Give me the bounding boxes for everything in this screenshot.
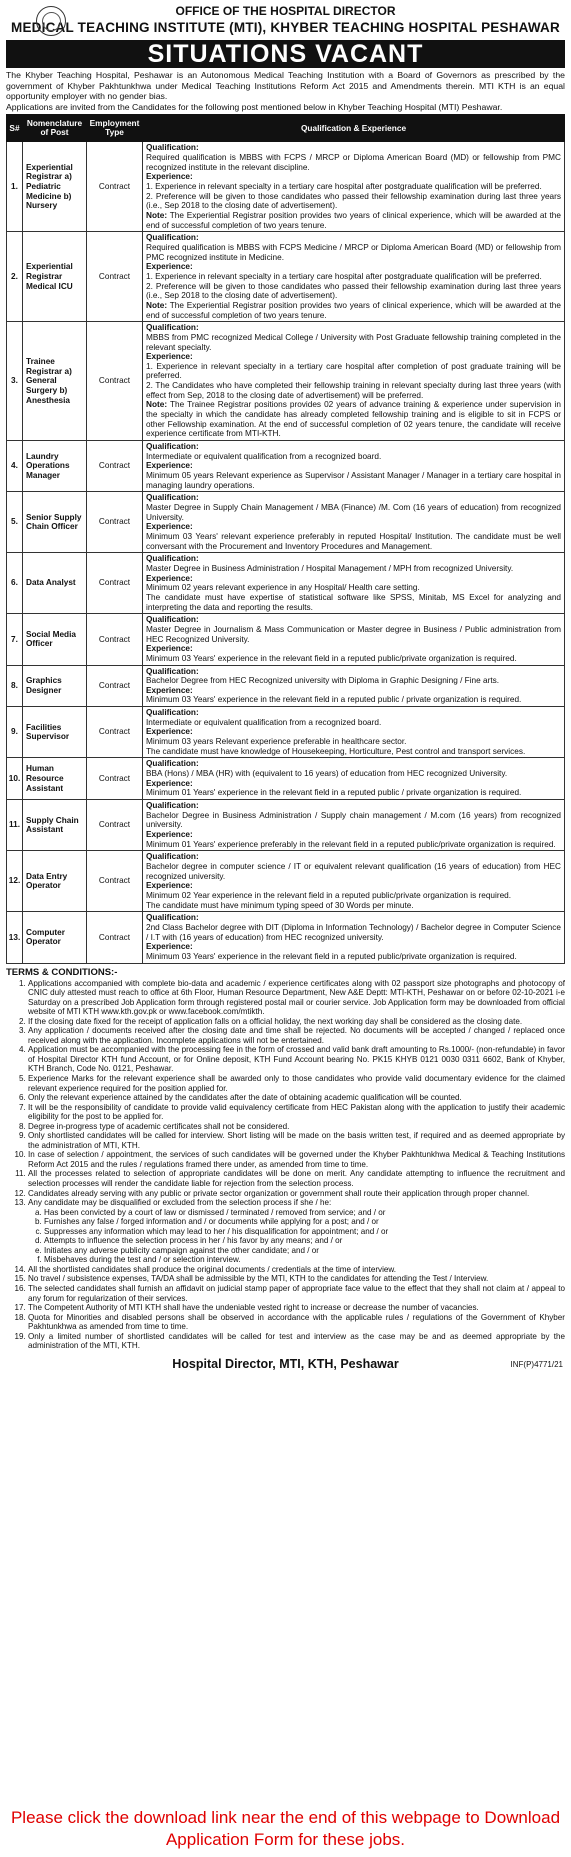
row-qualification (143, 492, 565, 553)
row-employment-type: Contract (87, 232, 143, 322)
qualification-line (146, 362, 561, 381)
disqualify-list (28, 1208, 565, 1265)
terms-item-text: Applications accompanied with complete bio-data and academic / experience certificates along with 02 passport size photographs and photocopy of CNIC duly attested must reach to office at 6th Floor, Human Resource Department, New A&E Deptt: MTI-KTH, Peshawar on or before 02-10-2021 i-e Saturday on a prescribed Job Application form through registered postal mail or courier service. Job Application form may be downloaded from official website of MTI KTH www.kth.gov.pk or www.facebook.com/mtikth. (28, 978, 565, 1017)
qualification-text: The candidate must have knowledge of Housekeeping, Horticulture, Pest control and transport services. (146, 746, 526, 756)
qualification-line (146, 442, 561, 452)
row-employment-type: Contract (87, 142, 143, 232)
qualification-line (146, 727, 561, 737)
qualification-text: The Trainee Registrar positions provides 02 years of advance training & experience under supervision in the specialty in which the candidate has already completed fellowship training and is eligible to sit in FCPS or other Fellowship examination. At the end of successful completion of 02 years tenure, the candidate will receive experience certificate from MTI-KTH. (146, 400, 561, 439)
table-row (7, 142, 565, 232)
qualification-line (146, 400, 561, 439)
qualification-label: Qualification: (146, 233, 199, 243)
table-row (7, 492, 565, 553)
qualification-text: Intermediate or equivalent qualification from a recognized board. (146, 717, 382, 727)
table-row (7, 707, 565, 758)
qualification-line (146, 788, 561, 798)
terms-item (28, 1122, 565, 1132)
qualification-text: Master Degree in Supply Chain Management / MBA (Finance) /M. Com (16 years of education) from recognized University. (146, 503, 561, 522)
qualification-text: Master Degree in Business Administration / Hospital Management / MPH from recognized University. (146, 563, 514, 573)
row-qualification (143, 614, 565, 665)
terms-item-text: Application must be accompanied with the processing fee in the form of crossed and valid bank draft amounting to Rs.1000/- (non-refundable) in favor of Hospital Director KTH fund Account, or for Online deposit, KTH Fund Account bearing No. PK15 KHYB 0121 0030 0311 6602, Bank of Khyber, KTH Branch, Code No. 0121, Peshawar. (28, 1045, 565, 1074)
intro-text-1: The Khyber Teaching Hospital, Peshawar is an Autonomous Medical Teaching Institution with a Board of Governors as prescribed by the government of Khyber Pakhtunkhwa under Medical Teaching Institutions Reform Act 2015 and Amendments therein. MTI KTH is an equal opportunity employer with no gender bias. (6, 70, 565, 102)
intro-text-2: Applications are invited from the Candidates for the following post mentioned below in Khyber Teaching Hospital (MTI) Peshawar. (6, 101, 503, 112)
qualification-text: Master Degree in Journalism & Mass Communication or Master degree in Business / Public administration from HEC Recognized University. (146, 624, 561, 644)
row-employment-type: Contract (87, 758, 143, 800)
disqualify-item: d. Attempts to influence the selection process in her / his favor by any means; and / or (44, 1236, 565, 1246)
qualification-line (146, 923, 561, 942)
qualification-line (146, 644, 561, 654)
row-employment-type: Contract (87, 322, 143, 441)
qualification-label: Experience: (146, 942, 193, 952)
qualification-text: The candidate must have expertise of statistical software like SPSS, Minitab, MS Excel for analyzing and interpreting the data and reporting the results. (146, 592, 561, 612)
row-post-name: Social Media Officer (23, 614, 87, 665)
qualification-line (146, 493, 561, 503)
qualification-line (146, 779, 561, 789)
footer (6, 1355, 565, 1373)
row-employment-type: Contract (87, 553, 143, 614)
disqualify-item: a. Has been convicted by a court of law or dismissed / terminated / removed from service; and / or (44, 1208, 565, 1218)
qualification-label: Experience: (146, 644, 193, 654)
table-row (7, 614, 565, 665)
terms-item (28, 1131, 565, 1150)
qualification-text: 1. Experience in relevant specialty in a tertiary care hospital after postgraduate qualification will be preferred. (146, 271, 542, 281)
row-qualification (143, 441, 565, 492)
terms-item (28, 1274, 565, 1284)
terms-item-text: Any application / documents received after the closing date and time shall be rejected. No documents will be accepted / changed / replaced once received along with the application. Incomplete applications will not be entertained. (28, 1026, 565, 1045)
table-row (7, 441, 565, 492)
qualification-label: Experience: (146, 830, 193, 839)
row-serial: 9. (7, 707, 23, 758)
disqualify-item: e. Initiates any adverse publicity campaign against the other candidate; and / or (44, 1246, 565, 1256)
row-post-name: Laundry Operations Manager (23, 441, 87, 492)
qualification-label: Experience: (146, 685, 193, 695)
qualification-label: Experience: (146, 778, 193, 788)
qualification-text: Required qualification is MBBS with FCPS Medicine / MRCP or Diploma American Board (MD) or fellowship from PMC recognized institute in Medicine. (146, 242, 561, 262)
terms-item-text: Quota for Minorities and disabled persons shall be observed in accordance with the applicable rules / regulations of the Government of Khyber Pakhtunkhwa as amended from time to time. (28, 1312, 565, 1332)
qualification-line (146, 862, 561, 881)
vacancies-table (6, 114, 565, 963)
qualification-line (146, 830, 561, 840)
row-qualification (143, 322, 565, 441)
qualification-text: Minimum 05 years Relevant experience as Supervisor / Assistant Manager / Manager in a tertiary care hospital in managing laundry operations. (146, 471, 561, 490)
qualification-text: Minimum 03 years Relevant experience preferable in healthcare sector. (146, 737, 407, 747)
qualification-label: Experience: (146, 262, 193, 272)
terms-item-text: If the closing date fixed for the receipt of application falls on a official holiday, the next working day shall be considered as the closing date. (28, 1016, 523, 1026)
institute-title: MEDICAL TEACHING INSTITUTE (MTI), KHYBER TEACHING HOSPITAL PESHAWAR (11, 20, 560, 35)
row-qualification (143, 707, 565, 758)
table-row (7, 851, 565, 912)
row-qualification (143, 142, 565, 232)
row-qualification (143, 851, 565, 912)
qualification-label: Experience: (146, 461, 193, 471)
row-qualification (143, 758, 565, 800)
terms-item (28, 1169, 565, 1188)
table-row (7, 322, 565, 441)
row-post-name: Facilities Supervisor (23, 707, 87, 758)
qualification-line (146, 852, 561, 862)
terms-item-text: The selected candidates shall furnish an affidavit on judicial stamp paper of appropriate face value to the effect that they shall not claim at / appeal to any forum for regularization of their services. (28, 1284, 565, 1303)
qualification-label: Experience: (146, 881, 193, 891)
terms-item (28, 1150, 565, 1169)
qualification-label: Experience: (146, 172, 193, 182)
qualification-line (146, 952, 561, 962)
terms-item (28, 1303, 565, 1313)
qualification-line (146, 471, 561, 490)
terms-item (28, 1017, 565, 1027)
terms-item-text: All the processes related to selection of appropriate candidates will be done on merit. Any candidate attempting to influence the recruitment and selection processes will render the candidate liable for rejection from the selection process. (28, 1169, 565, 1189)
qualification-label: Note: (146, 400, 168, 410)
row-serial: 1. (7, 142, 23, 232)
qualification-label: Qualification: (146, 323, 199, 333)
qualification-text: MBBS from PMC recognized Medical College / University with Post Graduate fellowship training completed in the relevant specialty. (146, 332, 561, 352)
qualification-text: 2nd Class Bachelor degree with DIT (Diploma in Information Technology) / Bachelor degree in Computer Science / I.T with (16 years of education) from HEC recognized university. (146, 922, 561, 942)
qualification-text: BBA (Hons) / MBA (HR) with (equivalent to 16 years) of education from HEC recognized University. (146, 769, 508, 779)
row-qualification (143, 553, 565, 614)
qualification-line (146, 708, 561, 718)
qualification-line (146, 737, 561, 747)
row-serial: 12. (7, 851, 23, 912)
terms-item-text: It will be the responsibility of candidate to provide valid equivalency certificate from HEC Pakistan along with the application to justify their academic eligibility for the post to be applied for. (28, 1102, 565, 1122)
qualification-label: Qualification: (146, 759, 199, 769)
terms-title: TERMS & CONDITIONS:- (6, 966, 118, 978)
qualification-text: Minimum 03 Years' experience in the relevant field in a reputed public/private organization is required. (146, 951, 517, 961)
qualification-text: Minimum 01 Years' experience in the relevant field in a reputed public / private organization is required. (146, 788, 522, 798)
qualification-line (146, 554, 561, 564)
qualification-label: Qualification: (146, 913, 199, 923)
qualification-label: Experience: (146, 573, 193, 583)
qualification-text: 2. Preference will be given to those candidates who passed their fellowship examination during last three years (i.e., Sep 2018 to the closing date of advertisement). (146, 191, 561, 211)
qualification-line (146, 461, 561, 471)
qualification-label: Qualification: (146, 493, 199, 503)
terms-item-text: Any candidate may be disqualified or excluded from the selection process if she / he: (28, 1198, 332, 1208)
qualification-line (146, 942, 561, 952)
row-post-name: Data Analyst (23, 553, 87, 614)
qualification-label: Qualification: (146, 852, 199, 862)
disqualify-item: c. Suppresses any information which may lead to her / his disqualification for appointment; and / or (44, 1227, 565, 1237)
terms-item (28, 1198, 565, 1265)
terms-item-text: All the shortlisted candidates shall produce the original documents / credentials at the time of interview. (28, 1264, 397, 1274)
row-post-name: Senior Supply Chain Officer (23, 492, 87, 553)
row-post-name: Graphics Designer (23, 665, 87, 707)
row-serial: 4. (7, 441, 23, 492)
row-post-name: Experiential Registrar a) Pediatric Medicine b) Nursery (23, 142, 87, 232)
qualification-label: Qualification: (146, 143, 199, 153)
terms-item-text: Candidates already serving with any public or private sector organization or government shall route their application through proper channel. (28, 1188, 530, 1198)
qualification-line (146, 593, 561, 612)
qualification-label: Qualification: (146, 554, 199, 564)
reference-number: INF(P)4771/21 (510, 1359, 563, 1369)
download-notice-text: Please click the download link near the end of this webpage to Download Application Form for these jobs. (10, 1808, 561, 1849)
terms-item (28, 1103, 565, 1122)
signature: Hospital Director, MTI, KTH, Peshawar (172, 1356, 399, 1371)
qualification-label: Note: (146, 300, 168, 310)
terms-item (28, 1074, 565, 1093)
qualification-line (146, 801, 561, 811)
terms-item (28, 1265, 565, 1275)
qualification-line (146, 881, 561, 891)
situations-vacant-banner: SITUATIONS VACANT (6, 40, 565, 68)
qualification-text: Bachelor Degree from HEC Recognized university with Diploma in Graphic Designing / Fine arts. (146, 676, 500, 686)
terms-item (28, 1045, 565, 1074)
qualification-text: 2. The Candidates who have completed their fellowship training in relevant specialty during last three years (with effect from Sep, 2018 to the closing date of advertisement) will be preferred. (146, 381, 561, 400)
qualification-text: Minimum 02 years relevant experience in any Hospital/ Health care setting. (146, 583, 420, 593)
qualification-text: Minimum 03 Years' experience in the relevant field in a reputed public/private organization is required. (146, 653, 517, 663)
table-row (7, 665, 565, 707)
qualification-label: Qualification: (146, 801, 199, 811)
header (6, 4, 565, 40)
qualification-line (146, 718, 561, 728)
terms-item (28, 1189, 565, 1199)
qualification-line (146, 891, 561, 901)
terms-item-text: Experience Marks for the relevant experience shall be awarded only to those candidates who provide valid documentary evidence for the claimed relevant experience required for the position applied for. (28, 1074, 565, 1093)
terms-item-text: The Competent Authority of MTI KTH shall have the undeniable vested right to increase or decrease the number of vacancies. (28, 1303, 479, 1313)
qualification-line (146, 583, 561, 593)
row-post-name: Data Entry Operator (23, 851, 87, 912)
qualification-line (146, 654, 561, 664)
row-employment-type: Contract (87, 492, 143, 553)
terms-list (6, 979, 565, 1351)
qualification-line (146, 333, 561, 352)
row-serial: 10. (7, 758, 23, 800)
qualification-line (146, 811, 561, 830)
qualification-line (146, 840, 561, 850)
row-serial: 7. (7, 614, 23, 665)
qualification-label: Experience: (146, 727, 193, 737)
terms-item-text: In case of selection / appointment, the services of such candidates will be governed under the Khyber Pakhtunkhwa Medical & Teaching Institutions Reform Act 2015 and the rules / regulations framed there under, as amended from time to time. (28, 1150, 565, 1169)
qualification-line (146, 172, 561, 182)
row-qualification (143, 800, 565, 851)
download-notice (0, 1800, 571, 1857)
header-sn: S# (7, 115, 23, 142)
row-qualification (143, 232, 565, 322)
qualification-text: Minimum 03 Years' relevant experience preferably in reputed Hospital/ Institution. The candidate must be well conversant with the Procurement and Inventory Procedures and Management. (146, 531, 561, 551)
qualification-label: Note: (146, 210, 168, 220)
table-row (7, 232, 565, 322)
qualification-line (146, 233, 561, 243)
qualification-line (146, 211, 561, 230)
qualification-line (146, 262, 561, 272)
row-serial: 6. (7, 553, 23, 614)
qualification-line (146, 686, 561, 696)
table-header-row (7, 115, 565, 142)
qualification-line (146, 182, 561, 192)
qualification-line (146, 323, 561, 333)
row-qualification (143, 912, 565, 963)
qualification-label: Qualification: (146, 442, 199, 452)
qualification-line (146, 192, 561, 211)
row-qualification (143, 665, 565, 707)
qualification-line (146, 143, 561, 153)
office-title: OFFICE OF THE HOSPITAL DIRECTOR (175, 4, 396, 18)
table-row (7, 912, 565, 963)
qualification-line (146, 564, 561, 574)
terms-item-text: Only shortlisted candidates will be called for interview. Short listing will be made on the basis written test, if required and as deemed appropriate by the administration of MTI, KTH. (28, 1131, 565, 1150)
qualification-line (146, 667, 561, 677)
qualification-line (146, 282, 561, 301)
row-post-name: Trainee Registrar a) General Surgery b) Anesthesia (23, 322, 87, 441)
intro-paragraph (6, 70, 565, 112)
terms-item (28, 1332, 565, 1351)
qualification-line (146, 901, 561, 911)
row-post-name: Experiential Registrar Medical ICU (23, 232, 87, 322)
qualification-line (146, 747, 561, 757)
table-row (7, 758, 565, 800)
qualification-text: Minimum 02 Year experience in the relevant field in a reputed public/private organization is required. (146, 890, 512, 900)
row-employment-type: Contract (87, 800, 143, 851)
qualification-line (146, 625, 561, 644)
qualification-text: 1. Experience in relevant specialty in a tertiary care hospital after postgraduate qualification will be preferred. (146, 182, 542, 191)
qualification-line (146, 574, 561, 584)
qualification-label: Experience: (146, 352, 193, 362)
table-row (7, 553, 565, 614)
terms-item (28, 979, 565, 1017)
table-row (7, 800, 565, 851)
qualification-text: Minimum 01 Years' experience preferably in the relevant field in a reputed public/private organization is required. (146, 839, 556, 849)
disqualify-item: f. Misbehaves during the test and / or selection interview. (44, 1255, 565, 1265)
row-employment-type: Contract (87, 707, 143, 758)
qualification-line (146, 153, 561, 172)
row-post-name: Human Resource Assistant (23, 758, 87, 800)
qualification-label: Qualification: (146, 615, 199, 625)
row-serial: 13. (7, 912, 23, 963)
qualification-line (146, 452, 561, 462)
qualification-text: The candidate must have minimum typing speed of 30 Words per minute. (146, 900, 414, 910)
qualification-line (146, 272, 561, 282)
qualification-label: Qualification: (146, 708, 199, 718)
row-serial: 8. (7, 665, 23, 707)
qualification-line (146, 243, 561, 262)
qualification-line (146, 522, 561, 532)
qualification-line (146, 532, 561, 551)
qualification-text: Minimum 03 Years' experience in the relevant field in a reputed public / private organization is required. (146, 695, 522, 705)
row-serial: 3. (7, 322, 23, 441)
qualification-line (146, 301, 561, 320)
row-employment-type: Contract (87, 441, 143, 492)
terms-item (28, 1093, 565, 1103)
qualification-label: Qualification: (146, 666, 199, 676)
terms-item-text: Only a limited number of shortlisted candidates will be called for test and interview as the case may be and as deemed appropriate by the administration of the MTI, KTH. (28, 1331, 565, 1351)
qualification-line (146, 759, 561, 769)
row-post-name: Supply Chain Assistant (23, 800, 87, 851)
row-serial: 5. (7, 492, 23, 553)
header-qualification: Qualification & Experience (143, 115, 565, 142)
terms-item-text: Only the relevant experience attained by the candidates after the date of obtaining academic qualification will be counted. (28, 1093, 462, 1103)
qualification-text: Required qualification is MBBS with FCPS / MRCP or Diploma American Board (MD) or fellowship from PMC recognized institute in the relevant discipline. (146, 153, 561, 172)
row-employment-type: Contract (87, 614, 143, 665)
qualification-text: The Experiential Registrar position provides two years of clinical experience, which will be awarded at the end of successful completion of two years tenure. (146, 210, 561, 230)
header-employment-type: Employment Type (87, 115, 143, 142)
qualification-text: The Experiential Registrar position provides two years of clinical experience, which will be awarded at the end of successful completion of two years tenure. (146, 300, 561, 320)
qualification-text: 1. Experience in relevant specialty in a tertiary care hospital after completion of post graduate training will be preferred. (146, 361, 561, 381)
terms-item-text: No travel / subsistence expenses, TA/DA shall be admissible by the MTI, KTH to the candidates for attending the Test / Interview. (28, 1274, 489, 1284)
qualification-text: 2. Preference will be given to those candidates who passed their fellowship examination during last three years (i.e., Sep 2018 to the closing date of advertisement). (146, 281, 561, 301)
qualification-line (146, 769, 561, 779)
qualification-line (146, 695, 561, 705)
disqualify-item: b. Furnishes any false / forged information and / or documents while applying for a post; and / or (44, 1217, 565, 1227)
header-post: Nomenclature of Post (23, 115, 87, 142)
hospital-logo-icon (36, 6, 66, 36)
terms-item (28, 1313, 565, 1332)
terms-item (28, 1026, 565, 1045)
row-serial: 2. (7, 232, 23, 322)
qualification-text: Bachelor degree in computer science / IT or equivalent relevant qualification (16 years of education) from HEC recognized university. (146, 861, 561, 881)
qualification-line (146, 381, 561, 400)
qualification-text: Intermediate or equivalent qualification from a recognized board. (146, 451, 382, 461)
qualification-label: Experience: (146, 522, 193, 532)
row-employment-type: Contract (87, 665, 143, 707)
qualification-line (146, 352, 561, 362)
terms-item-text: Degree in-progress type of academic certificates shall not be considered. (28, 1121, 290, 1131)
row-post-name: Computer Operator (23, 912, 87, 963)
row-employment-type: Contract (87, 851, 143, 912)
row-employment-type: Contract (87, 912, 143, 963)
qualification-line (146, 503, 561, 522)
qualification-line (146, 676, 561, 686)
qualification-line (146, 913, 561, 923)
qualification-line (146, 615, 561, 625)
qualification-text: Bachelor Degree in Business Administration / Supply chain management / M.com (16 years) from recognized university. (146, 810, 561, 830)
row-serial: 11. (7, 800, 23, 851)
terms-item (28, 1284, 565, 1303)
